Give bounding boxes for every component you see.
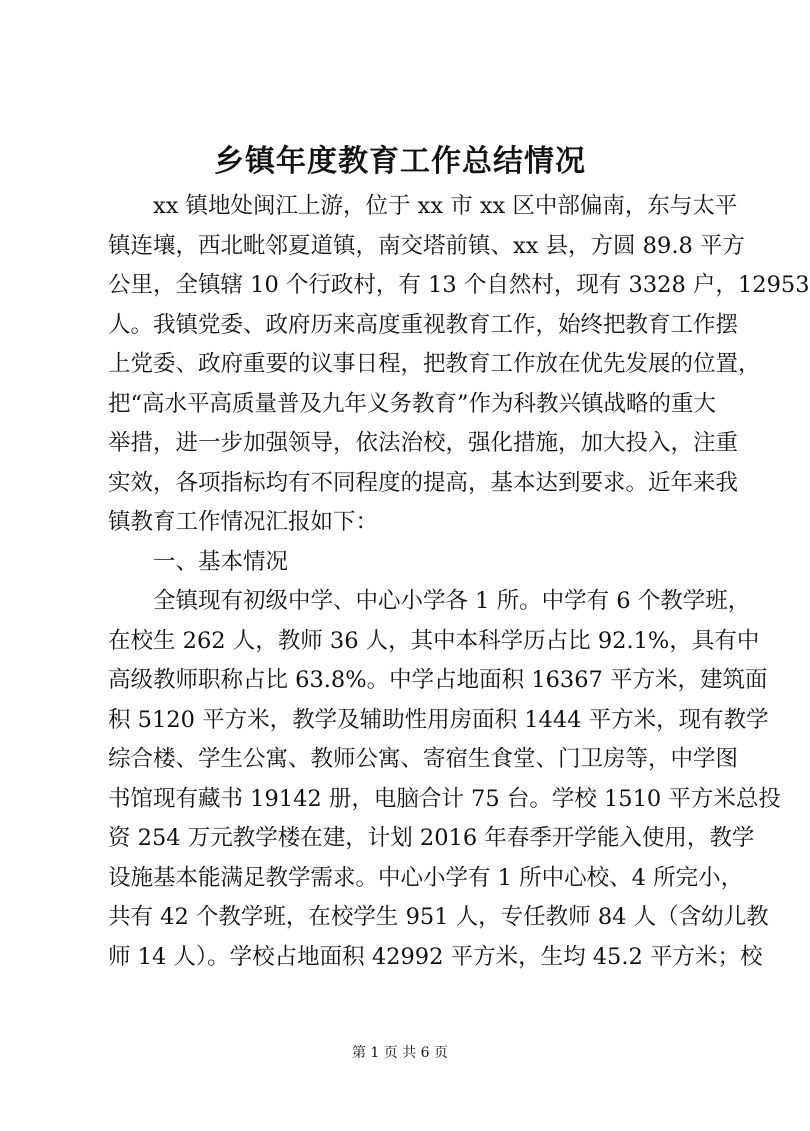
body-line: 综合楼、学生公寓、教师公寓、寄宿生食堂、门卫房等，中学图 [108,746,739,772]
body-line: 资 254 万元教学楼在建，计划 2016 年春季开学能入使用，教学 [108,825,755,851]
body-line: 实效，各项指标均有不同程度的提高，基本达到要求。近年来我 [108,469,739,496]
body-line: 在校生 262 人，教师 36 人，其中本科学历占比 92.1%，具有中 [108,627,760,654]
body-line: 积 5120 平方米，教学及辅助性用房面积 1444 平方米，现有教学 [108,706,769,733]
body-line: 师 14 人）。学校占地面积 42992 平方米，生均 45.2 平方米；校 [108,943,763,970]
body-line: 设施基本能满足教学需求。中心小学有 1 所中心校、4 所完小， [108,864,744,891]
body-line: 镇连壤，西北毗邻夏道镇，南交塔前镇、xx 县，方圆 89.8 平方 [108,232,745,259]
body-line: 公里，全镇辖 10 个行政村，有 13 个自然村，现有 3328 户，12953 [108,272,810,298]
body-line: 高级教师职称占比 63.8%。中学占地面积 16367 平方米，建筑面 [108,667,768,693]
body-line: 人。我镇党委、政府历来高度重视教育工作，始终把教育工作摆 [108,311,739,338]
page-footer: 第 1 页 共 6 页 [351,1045,449,1061]
body-line: 上党委、政府重要的议事日程，把教育工作放在优先发展的位置， [108,351,761,377]
body-line: 共有 42 个教学班，在校学生 951 人，专任教师 84 人（含幼儿教 [108,904,769,930]
body-line: 书馆现有藏书 19142 册，电脑合计 75 台。学校 1510 平方米总投 [108,785,781,812]
document-body [108,187,810,977]
body-line: 镇教育工作情况汇报如下： [108,509,379,535]
body-line: xx 镇地处闽江上游，位于 xx 市 xx 区中部偏南，东与太平 [108,193,738,219]
body-line: 全镇现有初级中学、中心小学各 1 所。中学有 6 个教学班， [108,588,751,614]
document-title: 乡镇年度教育工作总结情况 [214,144,586,179]
section-heading: 一、基本情况 [108,548,289,575]
body-line: 举措，进一步加强领导，依法治校，强化措施，加大投入，注重 [108,430,739,456]
body-line: 把“高水平高质量普及九年义务教育”作为科教兴镇战略的重大 [108,390,717,417]
